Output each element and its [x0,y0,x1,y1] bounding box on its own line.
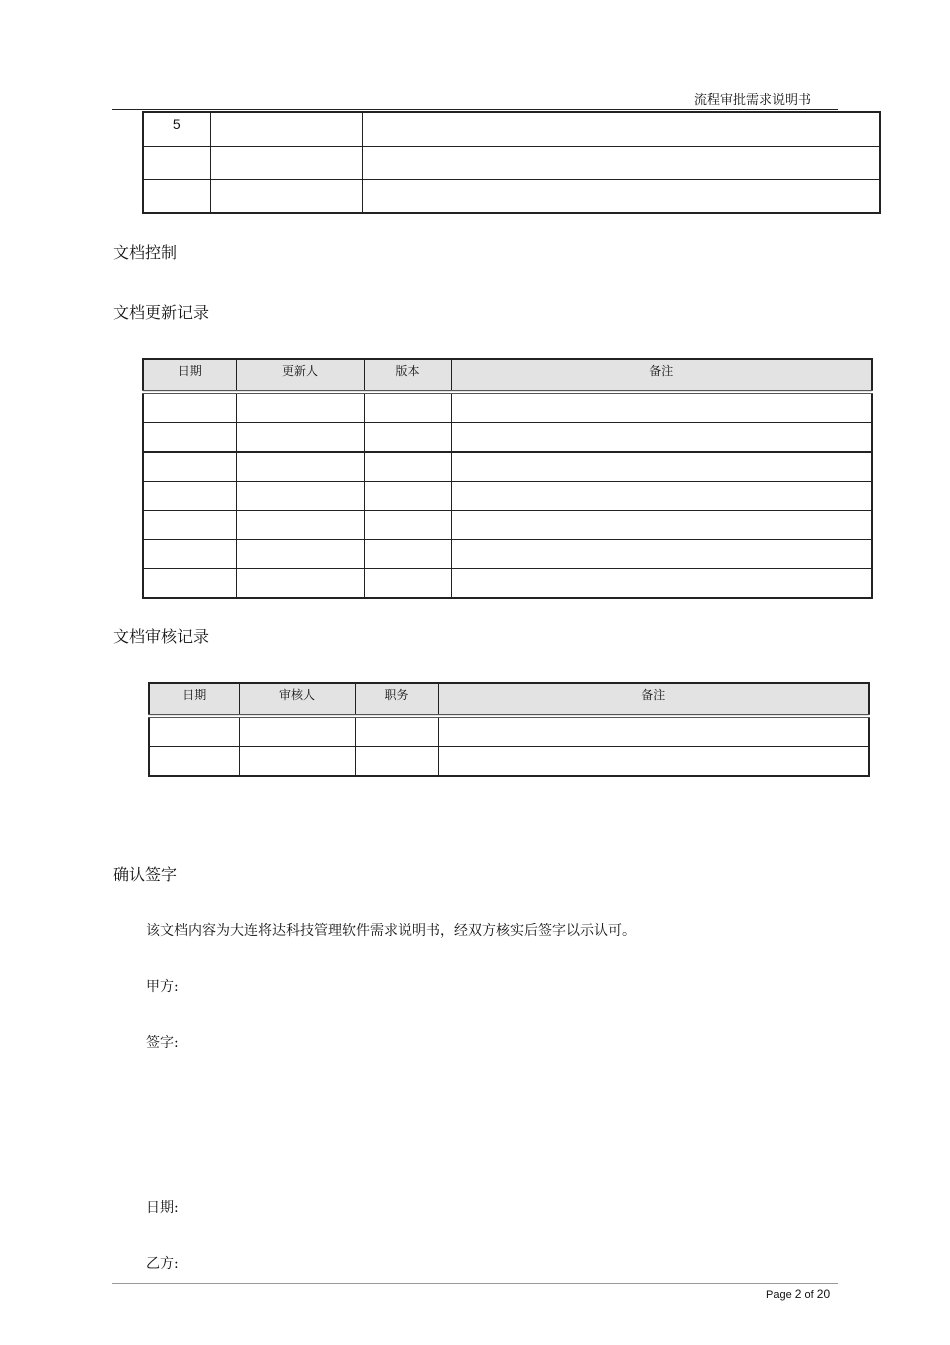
of-label: of [804,1289,814,1301]
table-cell [210,147,362,180]
header-title: 流程审批需求说明书 [694,93,812,108]
review-record-table [148,682,870,777]
footer-rule [112,1283,838,1284]
table-header-row [149,683,869,716]
table-row [143,112,880,147]
table-cell [364,569,451,599]
table-cell [364,482,451,511]
table-cell [239,716,355,747]
table-cell [451,452,872,482]
table-cell [438,747,869,777]
table-cell [143,423,236,453]
table-cell [210,112,362,147]
table-cell [210,180,362,214]
table-cell [236,569,364,599]
page-number: 2 [794,1287,802,1301]
column-header-date: 日期 [143,359,236,392]
table-cell [364,423,451,453]
column-header-remarks: 备注 [438,683,869,716]
column-header-version: 版本 [364,359,451,392]
table-cell [451,482,872,511]
table-cell [451,511,872,540]
table-cell [239,747,355,777]
table-cell [143,482,236,511]
table-cell [362,180,880,214]
table-row [143,423,872,453]
column-header-date: 日期 [149,683,239,716]
table-cell [143,392,236,423]
table-cell [364,452,451,482]
table-cell [143,540,236,569]
page-footer [766,1287,830,1301]
table-cell [355,716,438,747]
table-cell [143,511,236,540]
confirm-statement: 该文档内容为大连将达科技管理软件需求说明书，经双方核实后签字以示认可。 [146,923,636,939]
table-cell [236,423,364,453]
table-cell [364,540,451,569]
table-row [143,392,872,423]
table-cell [143,452,236,482]
heading-review-record: 文档审核记录 [113,627,210,646]
continued-table [142,111,881,214]
table-cell [438,716,869,747]
header-rule [112,109,838,110]
table-cell [236,392,364,423]
table-row [143,147,880,180]
heading-confirm-sign: 确认签字 [113,865,178,884]
table-cell [362,147,880,180]
table-cell [143,569,236,599]
heading-update-record: 文档更新记录 [113,303,210,322]
table-cell [362,112,880,147]
table-cell [236,511,364,540]
page-total: 20 [816,1287,831,1301]
party-a-label: 甲方: [146,979,179,995]
party-b-label: 乙方: [146,1256,179,1272]
table-cell [451,423,872,453]
table-row [149,716,869,747]
table-cell [364,511,451,540]
table-cell [451,392,872,423]
table-row [149,747,869,777]
table-cell: 5 [143,112,210,147]
table-cell [355,747,438,777]
table-row [143,180,880,214]
column-header-remarks: 备注 [451,359,872,392]
table-cell [149,747,239,777]
page-label: Page [766,1289,792,1301]
table-row [143,452,872,482]
table-cell [143,180,210,214]
table-row [143,482,872,511]
table-row [143,540,872,569]
table-cell [236,540,364,569]
table-cell [451,540,872,569]
table-cell [236,482,364,511]
update-record-table [142,358,873,599]
column-header-updater: 更新人 [236,359,364,392]
table-cell [364,392,451,423]
table-cell [149,716,239,747]
table-cell [451,569,872,599]
date-label: 日期: [146,1200,179,1216]
table-row [143,511,872,540]
table-header-row [143,359,872,392]
table-row [143,569,872,599]
column-header-position: 职务 [355,683,438,716]
column-header-reviewer: 审核人 [239,683,355,716]
table-cell [236,452,364,482]
heading-doc-control: 文档控制 [113,243,178,262]
sign-label: 签字: [146,1035,179,1051]
table-cell [143,147,210,180]
